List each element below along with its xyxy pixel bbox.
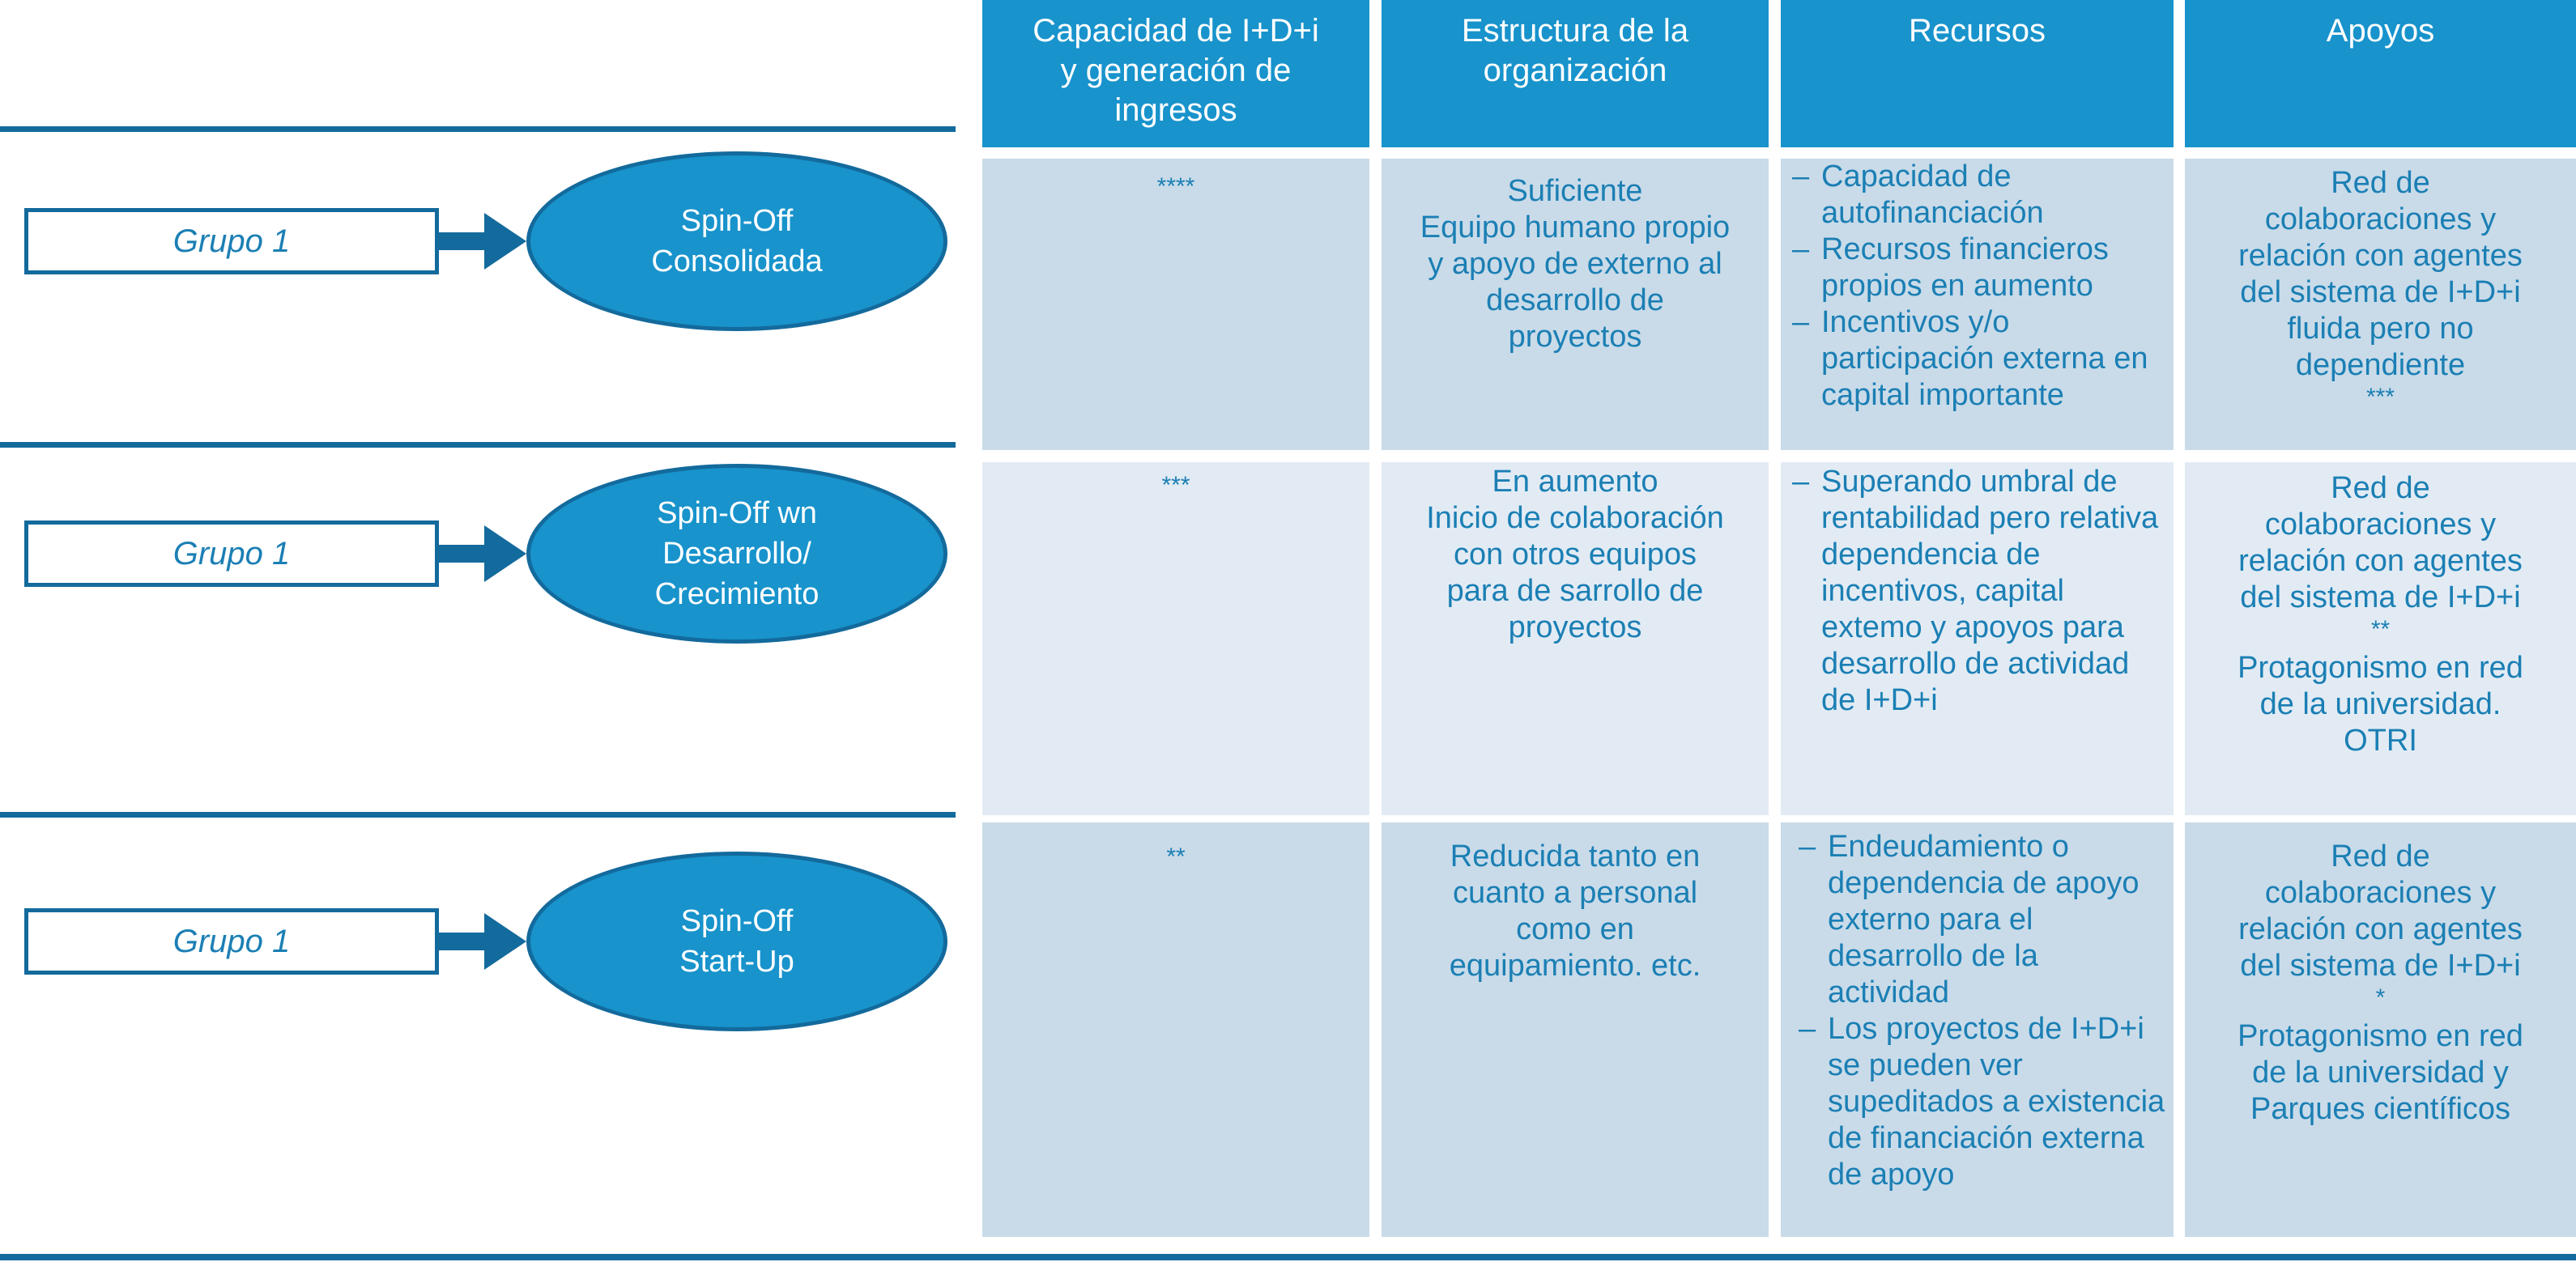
cell-capacidad <box>982 462 1369 815</box>
estructura-text: Suficiente Equipo humano propio y apoyo de externo al desarrollo de proyectos <box>1420 174 1731 354</box>
group-label: Grupo 1 <box>172 535 291 572</box>
capacidad-rating: **** <box>1156 173 1195 200</box>
recursos-item: – Recursos financieros propios en aumento <box>1790 232 2162 304</box>
header-estructura <box>1382 0 1769 147</box>
header-apoyos-label: Apoyos <box>2326 13 2435 49</box>
group-box <box>24 908 439 975</box>
group-box <box>24 208 439 274</box>
apoyos-rating: *** <box>2365 384 2395 410</box>
estructura-text: Reducida tanto en cuanto a personal como en equipamiento. etc. <box>1449 839 1701 983</box>
recursos-list <box>1797 829 2165 1193</box>
recursos-item: – Capacidad de autofinanciación <box>1790 159 2162 232</box>
recursos-list <box>1790 159 2162 414</box>
stage-oval <box>526 151 947 331</box>
apoyos-extra-text: Protagonismo en red de la universidad. OTRI <box>2238 651 2523 758</box>
group-label: Grupo 1 <box>172 923 291 959</box>
recursos-list <box>1790 464 2162 719</box>
cell-recursos <box>1781 822 2174 1237</box>
row-divider-top <box>0 126 956 132</box>
cell-capacidad <box>982 822 1369 1237</box>
stage-oval <box>526 464 947 644</box>
header-capacidad <box>982 0 1369 147</box>
arrow-icon <box>437 913 526 970</box>
header-recursos <box>1781 0 2174 147</box>
header-capacidad-label: Capacidad de I+D+i y generación de ingresos <box>1033 13 1319 128</box>
group-box <box>24 521 439 587</box>
apoyos-text: Red de colaboraciones y relación con agentes del sistema de I+D+i fluida pero no dependiente <box>2238 166 2523 382</box>
header-apoyos <box>2185 0 2576 147</box>
cell-estructura <box>1382 159 1769 450</box>
capacidad-rating: ** <box>1166 843 1186 870</box>
apoyos-extra-text: Protagonismo en red de la universidad y Parques científicos <box>2238 1019 2523 1126</box>
recursos-item: – Superando umbral de rentabilidad pero relativa dependencia de incentivos, capital extemo y apoyos para desarrollo de actividad de I+D+i <box>1790 464 2162 719</box>
arrow-icon <box>437 525 526 582</box>
stage-label: Spin-Off wn Desarrollo/ Crecimiento <box>654 496 820 611</box>
header-recursos-label: Recursos <box>1909 13 2046 49</box>
row-divider-1 <box>0 442 956 448</box>
recursos-item: – Los proyectos de I+D+i se pueden ver supeditados a existencia de financiación externa de apoyo <box>1797 1011 2165 1193</box>
cell-apoyos <box>2185 159 2576 450</box>
cell-estructura <box>1382 822 1769 1237</box>
apoyos-text: Red de colaboraciones y relación con agentes del sistema de I+D+i <box>2238 839 2523 983</box>
cell-recursos <box>1781 462 2174 815</box>
cell-capacidad <box>982 159 1369 450</box>
row-divider-2 <box>0 812 956 818</box>
stage-oval <box>526 852 947 1031</box>
cell-apoyos <box>2185 462 2576 815</box>
recursos-item: – Incentivos y/o participación externa en capital importante <box>1790 304 2162 414</box>
cell-recursos <box>1781 159 2174 450</box>
recursos-item: – Endeudamiento o dependencia de apoyo externo para el desarrollo de la actividad <box>1797 829 2165 1011</box>
apoyos-rating: ** <box>2370 616 2391 643</box>
bottom-border <box>0 1254 2576 1260</box>
apoyos-rating: * <box>2375 984 2386 1011</box>
capacidad-rating: *** <box>1161 472 1190 499</box>
stage-label: Spin-Off Consolidada <box>651 204 823 278</box>
apoyos-text: Red de colaboraciones y relación con agentes del sistema de I+D+i <box>2238 471 2523 614</box>
arrow-icon <box>437 213 526 270</box>
header-estructura-label: Estructura de la organización <box>1461 13 1689 88</box>
stage-label: Spin-Off Start-Up <box>679 904 794 979</box>
cell-apoyos <box>2185 822 2576 1237</box>
group-label: Grupo 1 <box>172 223 291 259</box>
estructura-text: En aumento Inicio de colaboración con otros equipos para de sarrollo de proyectos <box>1426 465 1724 644</box>
cell-estructura <box>1382 462 1769 815</box>
